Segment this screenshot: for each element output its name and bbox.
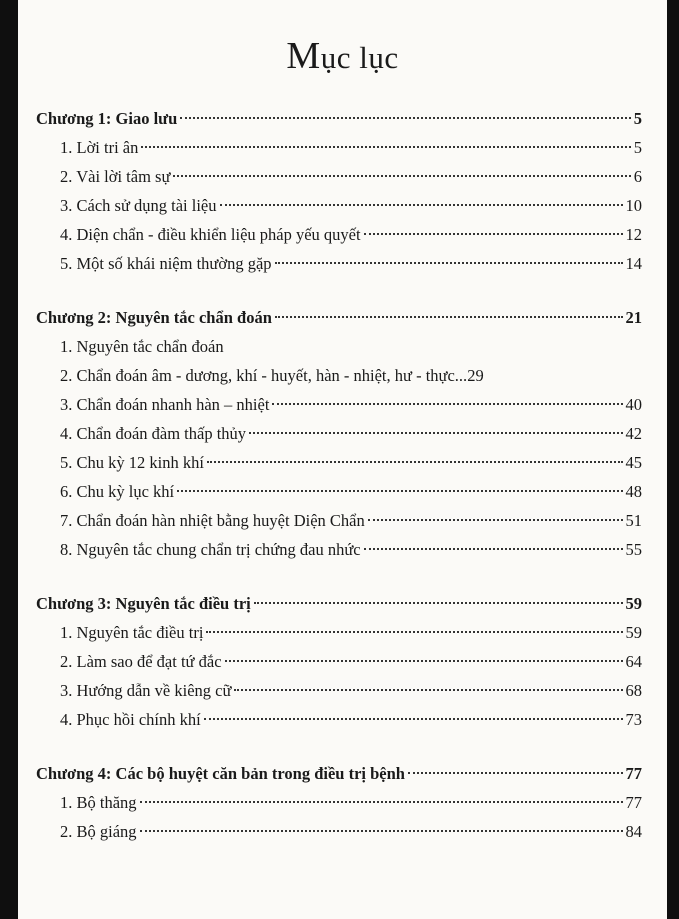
toc-item[interactable] [36,535,642,564]
dot-leader [204,718,623,720]
toc-item[interactable] [36,419,642,448]
toc-item[interactable] [36,390,642,419]
item-label: 1. Lời tri ân [60,138,139,157]
item-label: 7. Chẩn đoán hàn nhiệt bằng huyệt Diện Chẩn [60,511,365,530]
section-gap [36,278,642,303]
dot-leader [408,772,623,774]
toc-item[interactable] [36,133,642,162]
title-rest: ục lục [320,40,399,75]
dot-leader [220,204,623,206]
dot-leader [177,490,622,492]
page-title [18,34,667,78]
page-number: 45 [625,453,642,472]
item-label: 1. Bộ thăng [60,793,137,812]
page-number: 29 [467,366,484,385]
toc-item[interactable] [36,705,642,734]
page-number: 51 [625,511,642,530]
book-page [18,0,667,919]
item-label: 2. Làm sao để đạt tứ đắc [60,652,222,671]
dot-leader [140,830,623,832]
dot-leader [180,117,630,119]
chapter-label: Chương 1: Giao lưu [36,109,178,128]
item-label: 5. Chu kỳ 12 kinh khí [60,453,204,472]
page-number: 5 [633,138,642,157]
item-label: 2. Chẩn đoán âm - dương, khí - huyết, hàn - nhiệt, hư - thực... [60,366,468,385]
page-number: 40 [625,395,642,414]
dot-leader [364,548,623,550]
chapter-label: Chương 4: Các bộ huyệt căn bản trong điều trị bệnh [36,764,405,783]
item-label: 6. Chu kỳ lục khí [60,482,175,501]
dot-leader [234,689,622,691]
dot-leader [140,801,623,803]
dot-leader [272,403,622,405]
item-label: 4. Chẩn đoán đàm thấp thủy [60,424,247,443]
dot-leader [207,461,623,463]
dot-leader [225,660,623,662]
dot-leader [141,146,630,148]
toc-chapter-2[interactable] [36,303,642,332]
table-of-contents [36,104,642,846]
dot-leader [249,432,622,434]
toc-item[interactable] [36,477,642,506]
item-label: 3. Hướng dẫn về kiêng cữ [60,681,232,700]
item-label: 3. Cách sử dụng tài liệu [60,196,217,215]
page-number: 5 [633,109,642,128]
toc-chapter-3[interactable] [36,589,642,618]
toc-chapter-4[interactable] [36,759,642,788]
dot-leader [206,631,622,633]
page-number: 12 [625,225,642,244]
toc-item[interactable] [36,220,642,249]
item-label: 5. Một số khái niệm thường gặp [60,254,272,273]
page-number: 73 [625,710,642,729]
item-label: 3. Chẩn đoán nhanh hàn – nhiệt [60,395,270,414]
page-number: 6 [633,167,642,186]
item-label: 2. Bộ giáng [60,822,137,841]
toc-item[interactable] [36,817,642,846]
toc-item[interactable] [36,676,642,705]
toc-item[interactable] [36,332,642,361]
toc-chapter-1[interactable] [36,104,642,133]
page-number: 14 [625,254,642,273]
item-label: 1. Nguyên tắc điều trị [60,623,204,642]
section-gap [36,564,642,589]
page-number: 59 [625,623,642,642]
dot-leader [364,233,623,235]
page-number: 59 [625,594,642,613]
dot-leader [275,262,623,264]
section-gap [36,734,642,759]
page-number: 10 [625,196,642,215]
page-number: 55 [625,540,642,559]
toc-item[interactable] [36,191,642,220]
title-initial: M [286,35,321,77]
page-number: 21 [625,308,642,327]
page-number: 64 [625,652,642,671]
dot-leader [368,519,623,521]
toc-item[interactable] [36,788,642,817]
toc-item[interactable] [36,249,642,278]
dot-leader [173,175,630,177]
toc-item[interactable] [36,361,642,390]
toc-item[interactable] [36,162,642,191]
toc-item[interactable] [36,448,642,477]
dot-leader [275,316,623,318]
item-label: 4. Phục hồi chính khí [60,710,201,729]
toc-item[interactable] [36,618,642,647]
item-label: 4. Diện chẩn - điều khiển liệu pháp yếu quyết [60,225,361,244]
dot-leader [254,602,623,604]
item-label: 1. Nguyên tắc chẩn đoán [60,337,224,356]
page-number: 68 [625,681,642,700]
item-label: 8. Nguyên tắc chung chẩn trị chứng đau nhức [60,540,361,559]
page-number: 84 [625,822,642,841]
page-number: 77 [625,764,642,783]
page-number: 48 [625,482,642,501]
page-number: 77 [625,793,642,812]
item-label: 2. Vài lời tâm sự [60,167,171,186]
page-number: 42 [625,424,642,443]
toc-item[interactable] [36,506,642,535]
chapter-label: Chương 3: Nguyên tắc điều trị [36,594,251,613]
chapter-label: Chương 2: Nguyên tắc chẩn đoán [36,308,272,327]
toc-item[interactable] [36,647,642,676]
